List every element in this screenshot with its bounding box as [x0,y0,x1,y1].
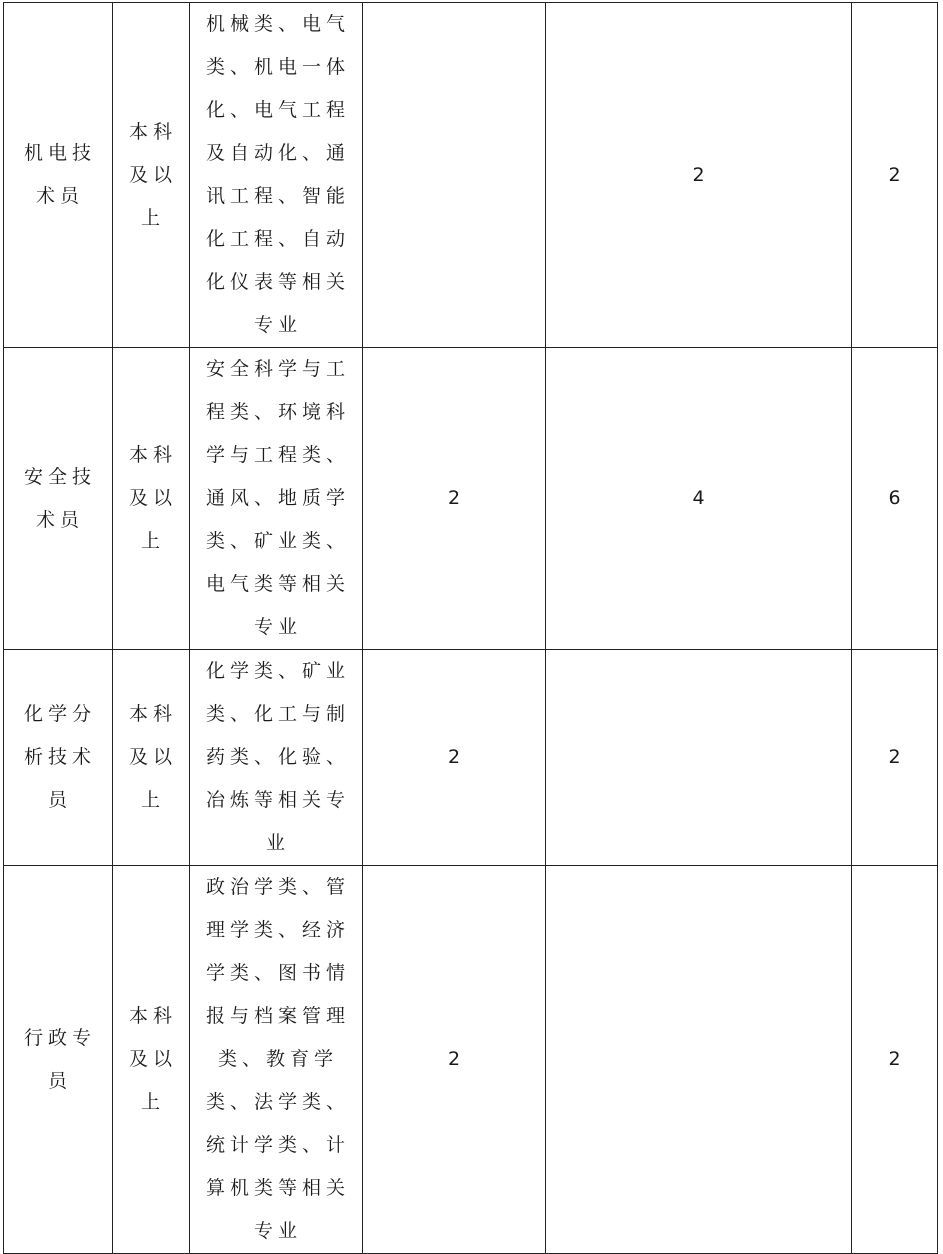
education-text: 本科及以上 [129,1005,178,1113]
total-cell: 6 [852,348,938,650]
count-b-cell: 2 [546,3,852,348]
count-b-cell: 4 [546,348,852,650]
position-cell [4,348,113,650]
recruitment-table-container [3,2,938,1242]
education-cell [113,3,190,348]
position-text: 安全技术员 [23,465,96,531]
position-text: 机电技术员 [23,142,96,207]
count-a-cell: 2 [363,866,546,1254]
position-cell [4,866,113,1254]
majors-cell [190,650,363,866]
total-cell: 2 [852,866,938,1254]
majors-cell [190,3,363,348]
position-cell [4,3,113,348]
education-cell [113,348,190,650]
table-row [4,866,938,1254]
recruitment-table [3,2,938,1254]
position-cell [4,650,113,866]
total-cell: 2 [852,650,938,866]
education-cell [113,650,190,866]
count-b-cell [546,866,852,1254]
count-a-cell: 2 [363,650,546,866]
table-row [4,348,938,650]
majors-text: 化学类、矿业类、化工与制药类、化验、冶炼等相关专业 [205,660,350,854]
majors-cell [190,866,363,1254]
table-row [4,650,938,866]
majors-cell [190,348,363,650]
count-a-cell [363,3,546,348]
count-b-cell [546,650,852,866]
table-row [4,3,938,348]
majors-text: 机械类、电气类、机电一体化、电气工程及自动化、通讯工程、智能化工程、自动化仪表等相关专业 [205,13,350,336]
majors-text: 政治学类、管理学类、经济学类、图书情报与档案管理类、教育学类、法学类、统计学类、计算机类等相关专业 [205,876,350,1242]
majors-text: 安全科学与工程类、环境科学与工程类、通风、地质学类、矿业类、电气类等相关专业 [205,358,350,638]
count-a-cell: 2 [363,348,546,650]
education-text: 本科及以上 [129,444,178,552]
education-cell [113,866,190,1254]
total-cell: 2 [852,3,938,348]
position-text: 行政专员 [23,1026,96,1092]
education-text: 本科及以上 [129,120,178,229]
education-text: 本科及以上 [129,703,178,811]
position-text: 化学分析技术员 [23,703,96,811]
